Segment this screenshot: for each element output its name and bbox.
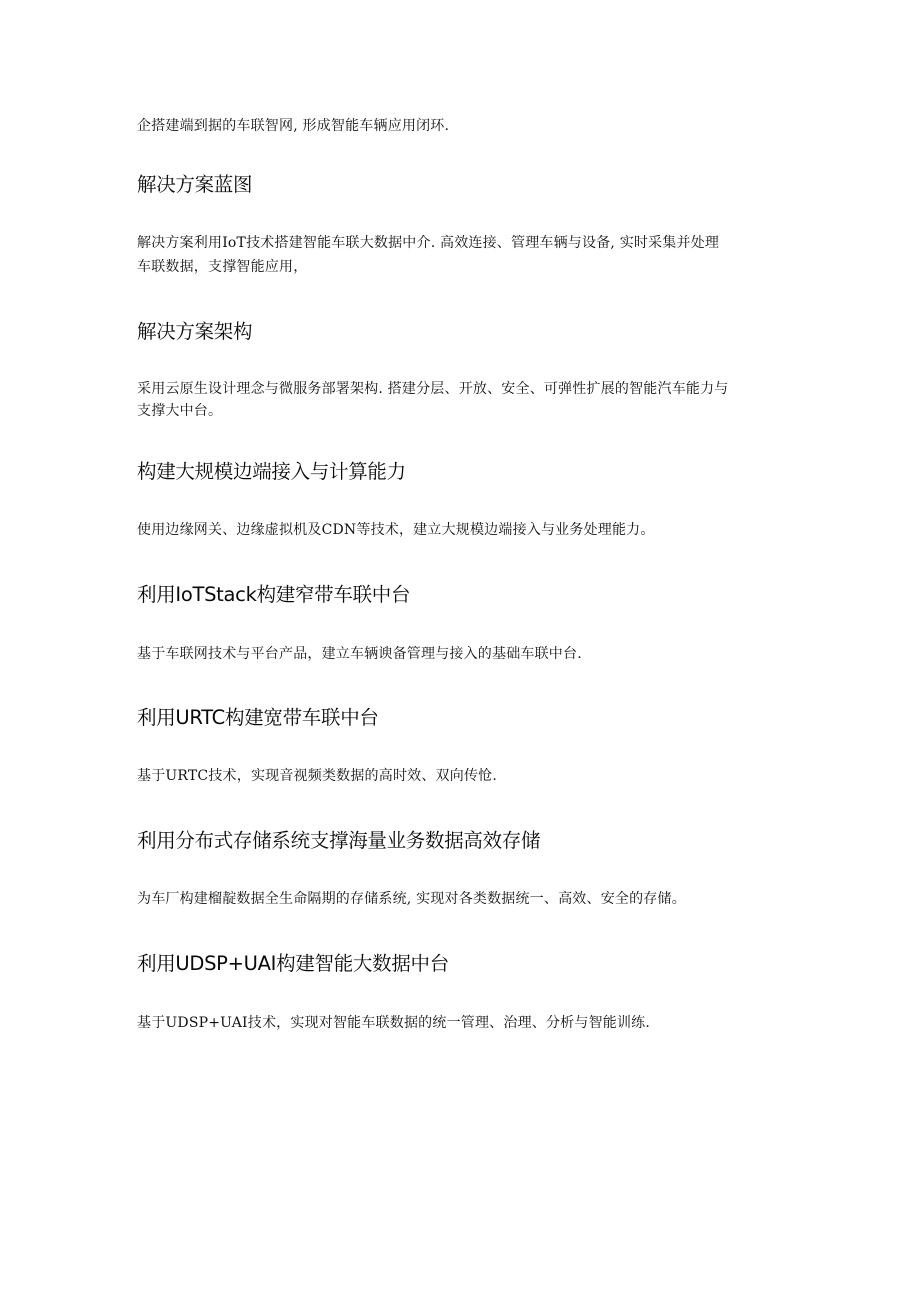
section-heading-iotstack: 利用IoTStack构建窄带车联中台 xyxy=(137,583,411,606)
section-body-udsp-uai: 基于UDSP+UAI技术，实现对智能车联数据的统一管理、治理、分析与智能训练. xyxy=(137,1015,651,1031)
section-body-edge-access: 使用边缘网关、边缘虚拟机及CDN等技术，建立大规模边端接入与业务处理能力。 xyxy=(137,522,655,538)
section-body-blueprint-line2: 车联数据，支撑智能应用， xyxy=(137,259,308,275)
section-body-urtc: 基于URTC技术，实现音视频类数据的高时效、双向传怆. xyxy=(137,768,497,784)
section-heading-distributed-storage: 利用分布式存储系统支撑海量业务数据高效存储 xyxy=(137,829,541,852)
section-body-iotstack: 基于车联网技术与平台产品，建立车辆谀备管理与接入的基础车联中台. xyxy=(137,646,582,662)
intro-paragraph: 企搭建端到据的车联智网, 形成智能车辆应用闭环. xyxy=(137,118,450,134)
section-heading-udsp-uai: 利用UDSP+UAI构建智能大数据中台 xyxy=(137,952,449,975)
section-heading-urtc: 利用URTC构建宽带车联中台 xyxy=(137,706,379,729)
section-heading-edge-access: 构建大规模边端接入与计算能力 xyxy=(137,460,406,483)
section-body-distributed-storage: 为车厂构建榴靛数据全生命隔期的存储系统, 实现对各类数据统一、高效、安全的存储。 xyxy=(137,891,686,907)
section-body-architecture-line1: 采用云原生设计理念与微服务部署架构. 搭建分层、开放、安全、可弹性扩展的智能汽车能力与 xyxy=(137,381,729,397)
section-body-architecture-line2: 支撑大中台。 xyxy=(137,403,223,419)
section-body-blueprint-line1: 解决方案利用IoT技术搭建智能车联大数据中介. 高效连接、管理车辆与设备, 实时采集并处理 xyxy=(137,235,720,251)
section-heading-blueprint: 解决方案蓝图 xyxy=(137,173,253,196)
section-heading-architecture: 解决方案架构 xyxy=(137,320,253,343)
